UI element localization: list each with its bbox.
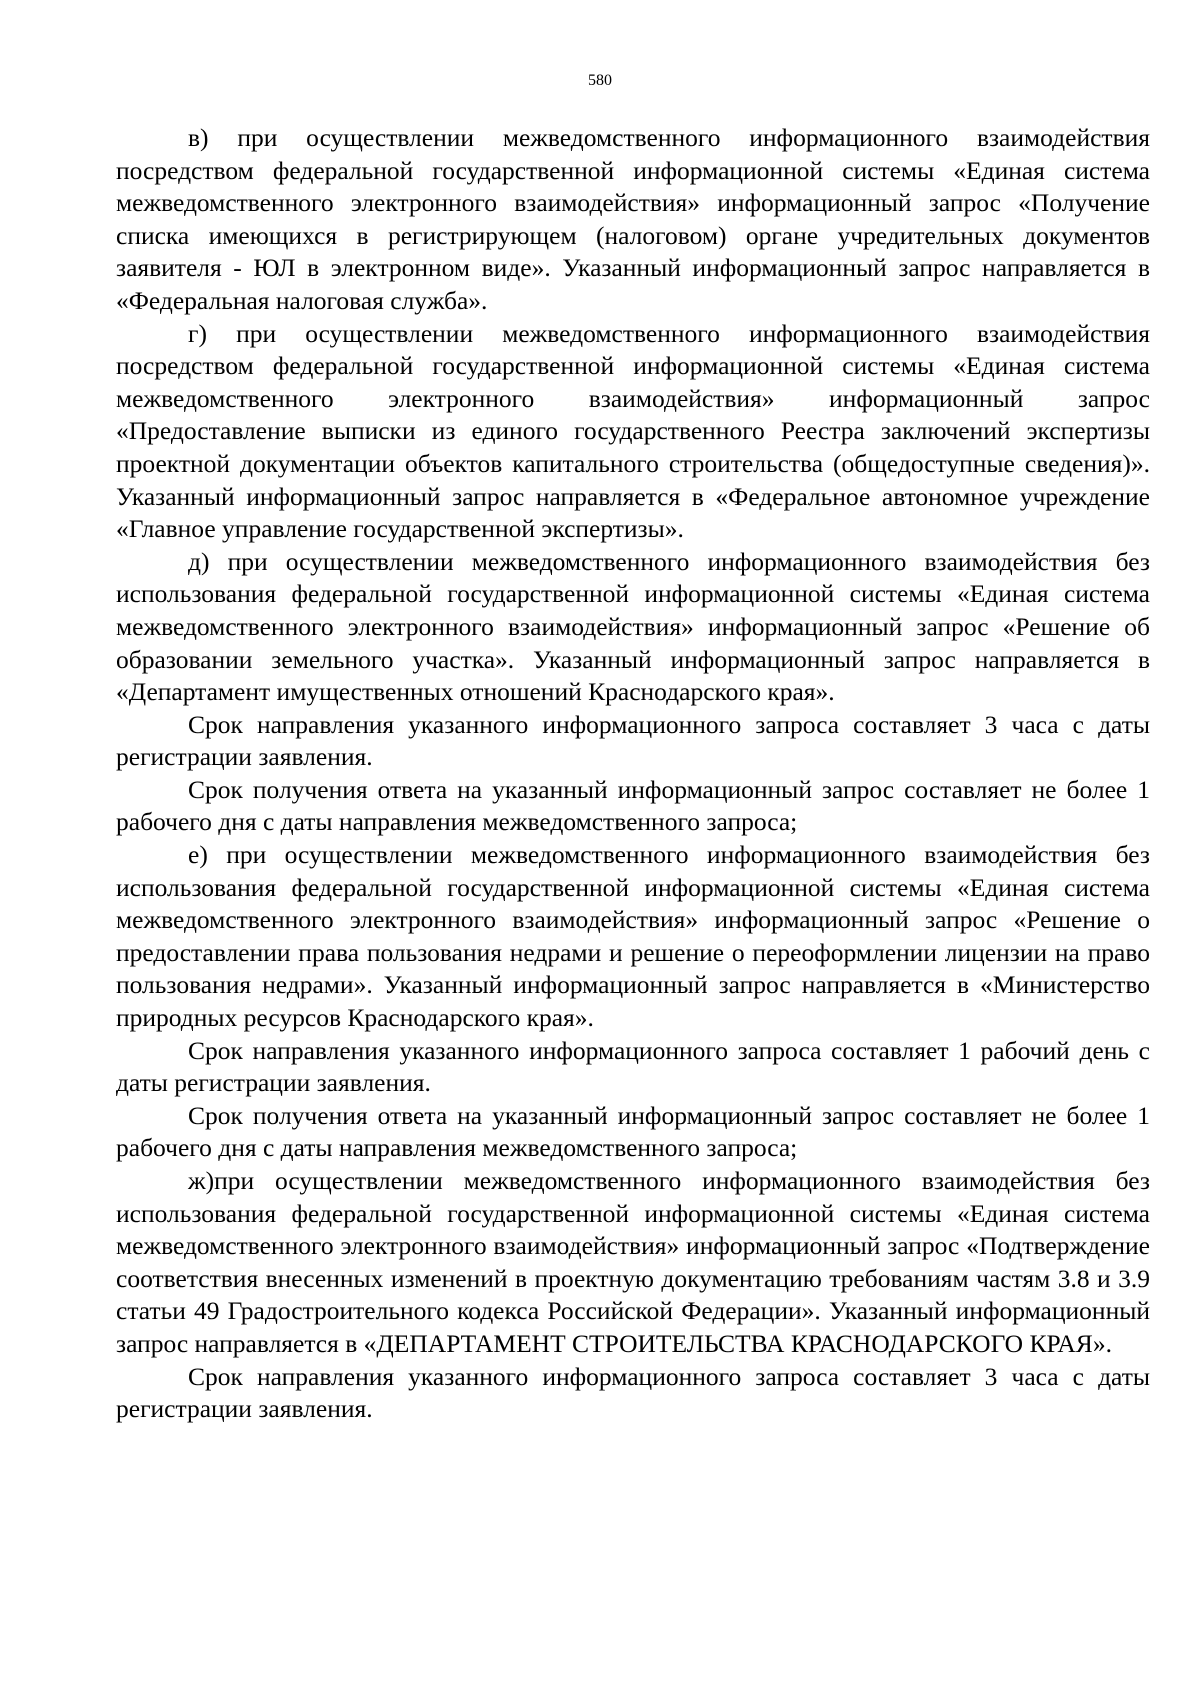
page-number: 580 bbox=[588, 72, 612, 89]
paragraph-d-request-deadline: Срок направления указанного информационного запроса составляет 3 часа с даты регистрации заявления. bbox=[116, 709, 1150, 772]
paragraph-v: в) при осуществлении межведомственного информационного взаимодействия посредством федеральной государственной информационной системы «Единая система межведомственного электронного взаимодействия» информационный запрос «Получение списка имеющихся в регистрирующем (налоговом) органе учредительных документов заявителя - ЮЛ в электронном виде». Указанный информационный запрос направляется в «Федеральная налоговая служба». bbox=[116, 123, 1150, 315]
paragraph-e: е) при осуществлении межведомственного информационного взаимодействия без использования федеральной государственной информационной системы «Единая система межведомственного электронного взаимодействия» информационный запрос «Решение о предоставлении права пользования недрами и решение о переоформлении лицензии на право пользования недрами». Указанный информационный запрос направляется в «Министерство природных ресурсов Краснодарского края». bbox=[116, 840, 1150, 1033]
paragraph-d: д) при осуществлении межведомственного информационного взаимодействия без использования федеральной государственной информационной системы «Единая система межведомственного электронного взаимодействия» информационный запрос «Решение об образовании земельного участка». Указанный информационный запрос направляется в «Департамент имущественных отношений Краснодарского края». bbox=[116, 546, 1150, 707]
paragraph-zh: ж)при осуществлении межведомственного информационного взаимодействия без использования федеральной государственной информационной системы «Единая система межведомственного электронного взаимодействия» информационный запрос «Подтверждение соответствия внесенных изменений в проектную документацию требованиям частям 3.8 и 3.9 статьи 49 Градостроительного кодекса Российской Федерации». Указанный информационный запрос направляется в «ДЕПАРТАМЕНТ СТРОИТЕЛЬСТВА КРАСНОДАРСКОГО КРАЯ». bbox=[116, 1166, 1150, 1358]
paragraph-d-response-deadline: Срок получения ответа на указанный информационный запрос составляет не более 1 рабочего дня с даты направления межведомственного запроса; bbox=[116, 774, 1150, 837]
document-body bbox=[116, 122, 1150, 1426]
paragraph-zh-request-deadline: Срок направления указанного информационного запроса составляет 3 часа с даты регистрации заявления. bbox=[116, 1361, 1150, 1424]
paragraph-e-response-deadline: Срок получения ответа на указанный информационный запрос составляет не более 1 рабочего дня с даты направления межведомственного запроса; bbox=[116, 1100, 1150, 1163]
paragraph-e-request-deadline: Срок направления указанного информационного запроса составляет 1 рабочий день с даты регистрации заявления. bbox=[116, 1035, 1150, 1098]
paragraph-g: г) при осуществлении межведомственного информационного взаимодействия посредством федеральной государственной информационной системы «Единая система межведомственного электронного взаимодействия» информационный запрос «Предоставление выписки из единого государственного Реестра заключений экспертизы проектной документации объектов капитального строительства (общедоступные сведения)». Указанный информационный запрос направляется в «Федеральное автономное учреждение «Главное управление государственной экспертизы». bbox=[116, 318, 1150, 544]
